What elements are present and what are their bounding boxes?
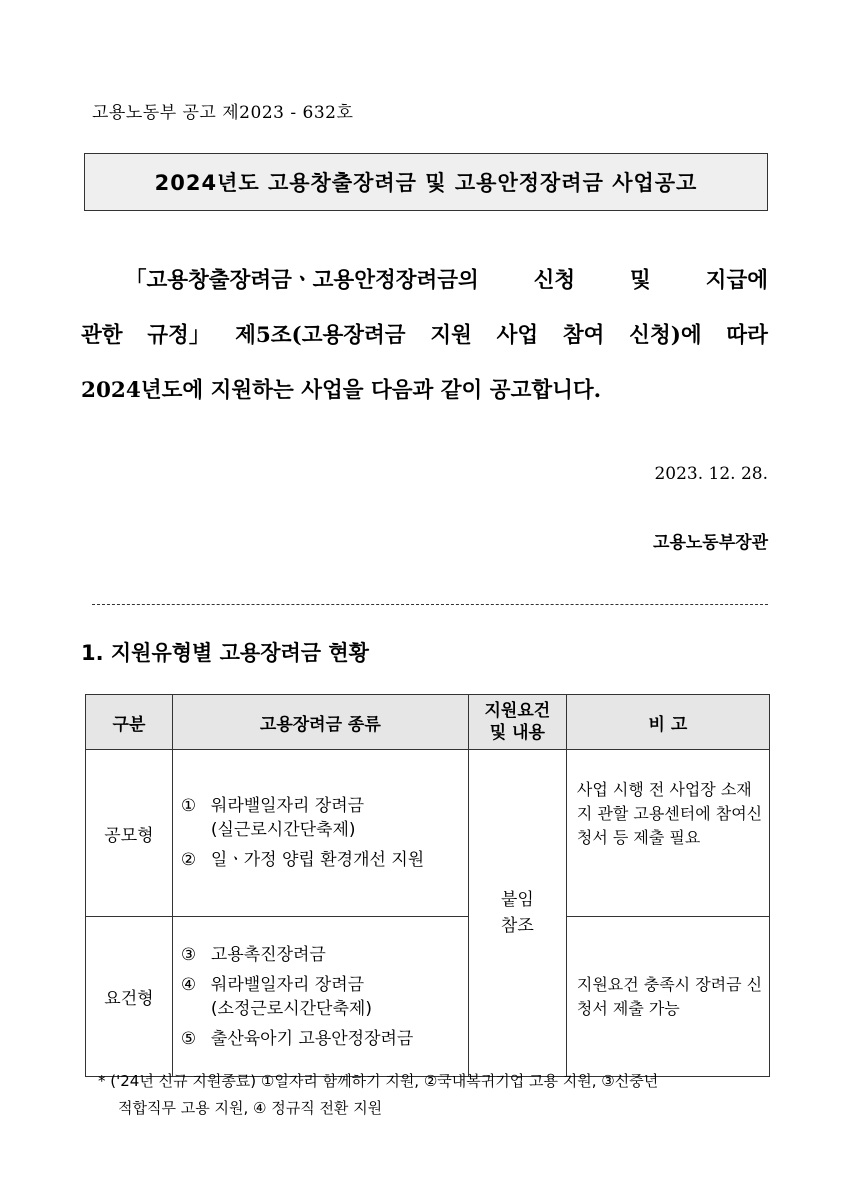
body-word: 관한 bbox=[81, 323, 123, 348]
table-header-row bbox=[86, 695, 770, 750]
list-item bbox=[181, 973, 460, 1021]
item-number: ③ bbox=[180, 944, 197, 965]
body-word: 참여 bbox=[562, 323, 605, 348]
dashed-divider bbox=[92, 604, 768, 605]
list-item bbox=[181, 794, 460, 842]
body-line-1 bbox=[125, 263, 768, 294]
remark-cell: 사업 시행 전 사업장 소재지 관할 고용센터에 참여신청서 등 제출 필요 bbox=[566, 750, 769, 917]
list-item bbox=[181, 943, 460, 967]
item-text: 출산육아기 고용안정장려금 bbox=[210, 1028, 414, 1049]
notice-date: 2023. 12. 28. bbox=[654, 464, 768, 484]
body-word: 지급에 bbox=[705, 268, 768, 293]
notice-number: 고용노동부 공고 제2023 - 632호 bbox=[92, 103, 354, 123]
item-text: 일ㆍ가정 양립 환경개선 지원 bbox=[210, 850, 425, 870]
body-line-2 bbox=[81, 318, 768, 349]
item-number: ⑤ bbox=[180, 1028, 197, 1049]
item-text: 워라밸일자리 장려금 (실근로시간단축제) bbox=[210, 796, 365, 840]
body-word: 제5조(고용장려금 bbox=[235, 323, 406, 348]
list-item bbox=[181, 848, 460, 872]
list-item bbox=[181, 1027, 460, 1051]
body-word: 신청)에 bbox=[629, 323, 702, 348]
item-number: ④ bbox=[180, 974, 197, 995]
title-box bbox=[84, 153, 768, 211]
item-number: ② bbox=[180, 850, 197, 870]
header-category: 구분 bbox=[86, 695, 173, 750]
body-word: 사업 bbox=[496, 323, 539, 348]
issuer: 고용노동부장관 bbox=[653, 533, 768, 553]
body-word: 지원 bbox=[430, 323, 472, 348]
category-cell: 요건형 bbox=[86, 917, 173, 1077]
item-text: 고용촉진장려금 bbox=[210, 944, 326, 965]
body-word: 「고용창출장려금ㆍ고용안정장려금의 bbox=[125, 268, 479, 293]
body-word: 신청 bbox=[533, 268, 576, 293]
category-cell: 공모형 bbox=[86, 750, 173, 917]
body-word: 규정」 bbox=[147, 323, 211, 348]
subsidy-table bbox=[85, 694, 770, 1077]
footnote-line: * ('24년 신규 지원종료) ①일자리 함께하기 지원, ②국내복귀기업 고용 지원, ③신중년 bbox=[98, 1072, 659, 1090]
header-requirements: 지원요건 및 내용 bbox=[468, 695, 566, 750]
support-cell: 붙임 참조 bbox=[468, 750, 566, 1077]
footnote-line: 적합직무 고용 지원, ④ 정규직 전환 지원 bbox=[118, 1099, 383, 1117]
header-remarks: 비 고 bbox=[566, 695, 769, 750]
subsidy-list bbox=[172, 750, 468, 917]
remark-cell: 지원요건 충족시 장려금 신청서 제출 가능 bbox=[566, 917, 769, 1077]
footnote bbox=[98, 1068, 770, 1122]
body-line-3: 2024년도에 지원하는 사업을 다음과 같이 공고합니다. bbox=[81, 378, 602, 403]
document-title: 2024년도 고용창출장려금 및 고용안정장려금 사업공고 bbox=[154, 171, 698, 195]
subsidy-list bbox=[172, 917, 468, 1077]
table-row bbox=[86, 750, 770, 917]
item-number: ① bbox=[180, 796, 197, 816]
section-title: 1. 지원유형별 고용장려금 현황 bbox=[81, 641, 369, 665]
body-word: 따라 bbox=[726, 323, 768, 348]
item-text: 워라밸일자리 장려금 (소정근로시간단축제) bbox=[210, 974, 372, 1019]
table-row bbox=[86, 917, 770, 1077]
body-word: 및 bbox=[630, 268, 651, 293]
header-subsidy-type: 고용장려금 종류 bbox=[172, 695, 468, 750]
